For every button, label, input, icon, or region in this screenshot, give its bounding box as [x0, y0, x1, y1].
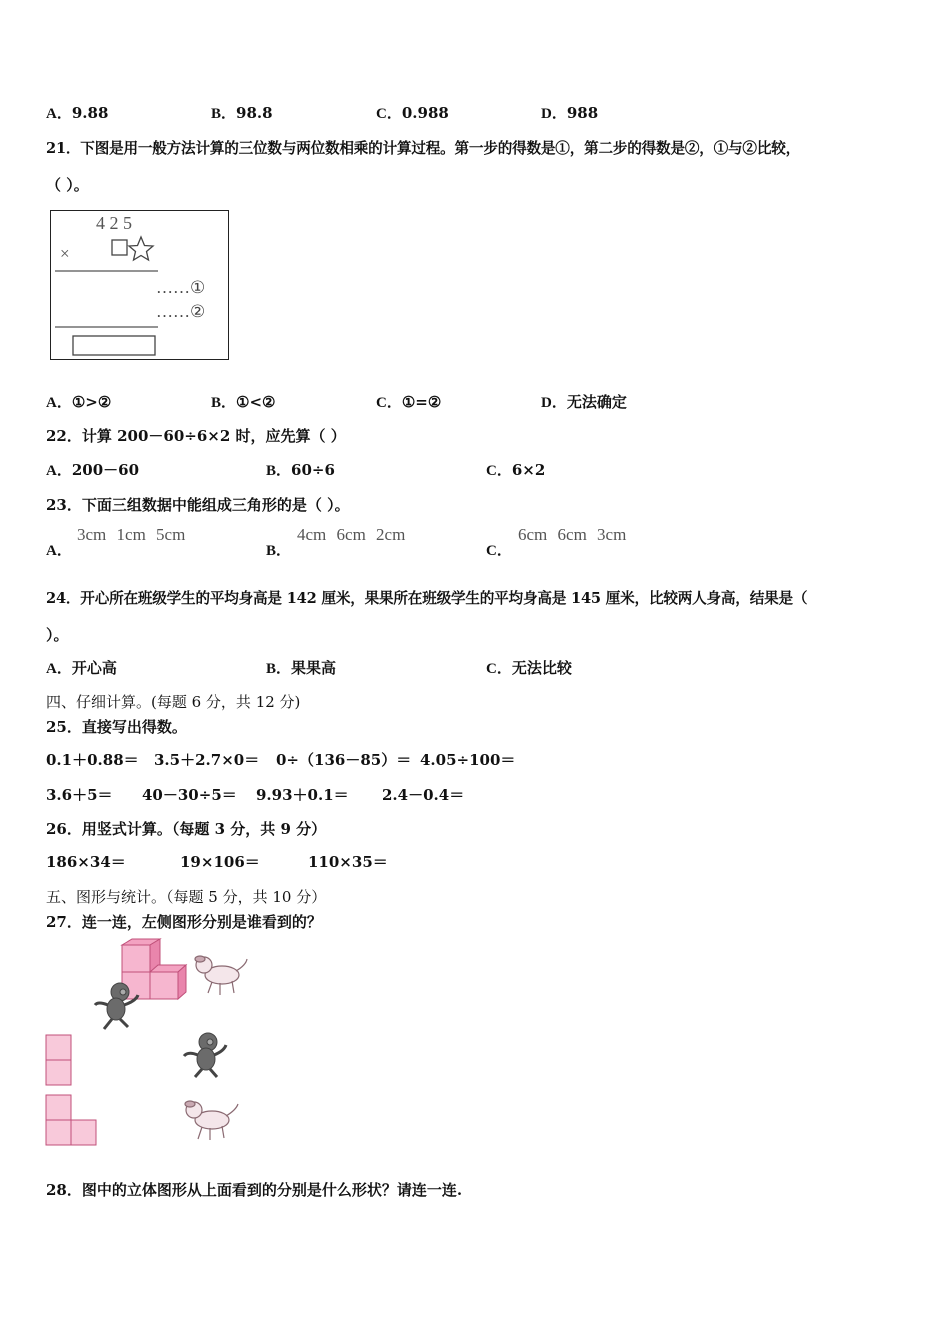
- q20-option-a: A．9.88: [46, 104, 109, 122]
- q23-option-c-label: C．: [486, 543, 512, 559]
- q21-option-a: A．①>②: [46, 393, 112, 411]
- q24-text-line2: ）。: [46, 626, 69, 644]
- q22-option-b: B．60÷6: [266, 461, 335, 479]
- q26-item: 186×34＝: [46, 853, 126, 871]
- side-view-shape: [46, 1095, 96, 1145]
- figure-step1-dots: ……①: [156, 278, 206, 297]
- q25-item: 3.6＋5＝: [46, 786, 113, 804]
- front-view-shape: [46, 1035, 71, 1085]
- q25-item: 0.1＋0.88＝: [46, 751, 139, 769]
- q25-item: 4.05÷100＝: [420, 751, 516, 769]
- q24-option-c: C．无法比较: [486, 659, 572, 677]
- q22-option-c: C．6×2: [486, 461, 546, 479]
- dog-icon: [185, 1101, 238, 1140]
- monkey-icon: [184, 1033, 226, 1077]
- q23-option-b-value: 4cm 6cm 2cm: [297, 525, 406, 544]
- pink-cube-stack: [122, 939, 186, 999]
- q21-option-d: D．无法确定: [541, 393, 627, 411]
- q21-option-c: C．①=②: [376, 393, 442, 411]
- q23-option-c-value: 6cm 6cm 3cm: [518, 525, 627, 544]
- q27-figure: [40, 935, 270, 1150]
- q25-item: 0÷（136－85）＝: [276, 751, 412, 769]
- q24-option-a: A．开心高: [46, 659, 117, 677]
- q21-text-line1: 21．下图是用一般方法计算的三位数与两位数相乘的计算过程。第一步的得数是①，第二步的得数是②，①与②比较，: [46, 140, 800, 157]
- q25-item: 9.93＋0.1＝: [256, 786, 349, 804]
- q23-option-b-label: B．: [266, 543, 292, 559]
- dog-icon: [195, 956, 247, 995]
- q23-option-a-label: A．: [46, 543, 72, 559]
- q25-item: 2.4－0.4＝: [382, 786, 465, 804]
- q23-text: 23．下面三组数据中能组成三角形的是（ ）。: [46, 496, 350, 514]
- q25-text: 25．直接写出得数。: [46, 718, 187, 736]
- result-box: [73, 336, 155, 355]
- section5-title: 五、图形与统计。（每题 5 分，共 10 分）: [46, 888, 327, 906]
- q25-item: 3.5＋2.7×0＝: [154, 751, 260, 769]
- q24-option-b: B．果果高: [266, 659, 337, 677]
- square-icon: [112, 240, 127, 255]
- figure-top-number: 4 2 5: [96, 213, 132, 233]
- q20-option-c: C．0.988: [376, 104, 449, 122]
- q28-text: 28．图中的立体图形从上面看到的分别是什么形状？请连一连.: [46, 1181, 463, 1199]
- multiplication-diagram: [51, 211, 230, 361]
- q20-option-b: B．98.8: [211, 104, 273, 122]
- q21-option-b: B．①<②: [211, 393, 276, 411]
- q24-text-line1: 24．开心所在班级学生的平均身高是 142 厘米，果果所在班级学生的平均身高是 145 厘米，比较两人身高，结果是（: [46, 590, 808, 607]
- q21-multiplication-figure: [50, 210, 229, 360]
- star-icon: [129, 237, 153, 260]
- q26-text: 26．用竖式计算。（每题 3 分，共 9 分）: [46, 820, 327, 838]
- q26-item: 19×106＝: [180, 853, 260, 871]
- q21-text-line2: （ ）。: [46, 176, 89, 194]
- q22-text: 22．计算 200－60÷6×2 时，应先算（ ）: [46, 427, 346, 445]
- q20-option-d: D．988: [541, 104, 599, 122]
- q27-text: 27．连一连，左侧图形分别是谁看到的？: [46, 913, 322, 931]
- q26-item: 110×35＝: [308, 853, 388, 871]
- q23-option-a-value: 3cm 1cm 5cm: [77, 525, 186, 544]
- figure-times-sign: ×: [60, 244, 70, 263]
- q25-item: 40－30÷5＝: [142, 786, 237, 804]
- q22-option-a: A．200－60: [46, 461, 140, 479]
- figure-step2-dots: ……②: [156, 302, 206, 321]
- section4-title: 四、仔细计算。(每题 6 分，共 12 分): [46, 693, 301, 711]
